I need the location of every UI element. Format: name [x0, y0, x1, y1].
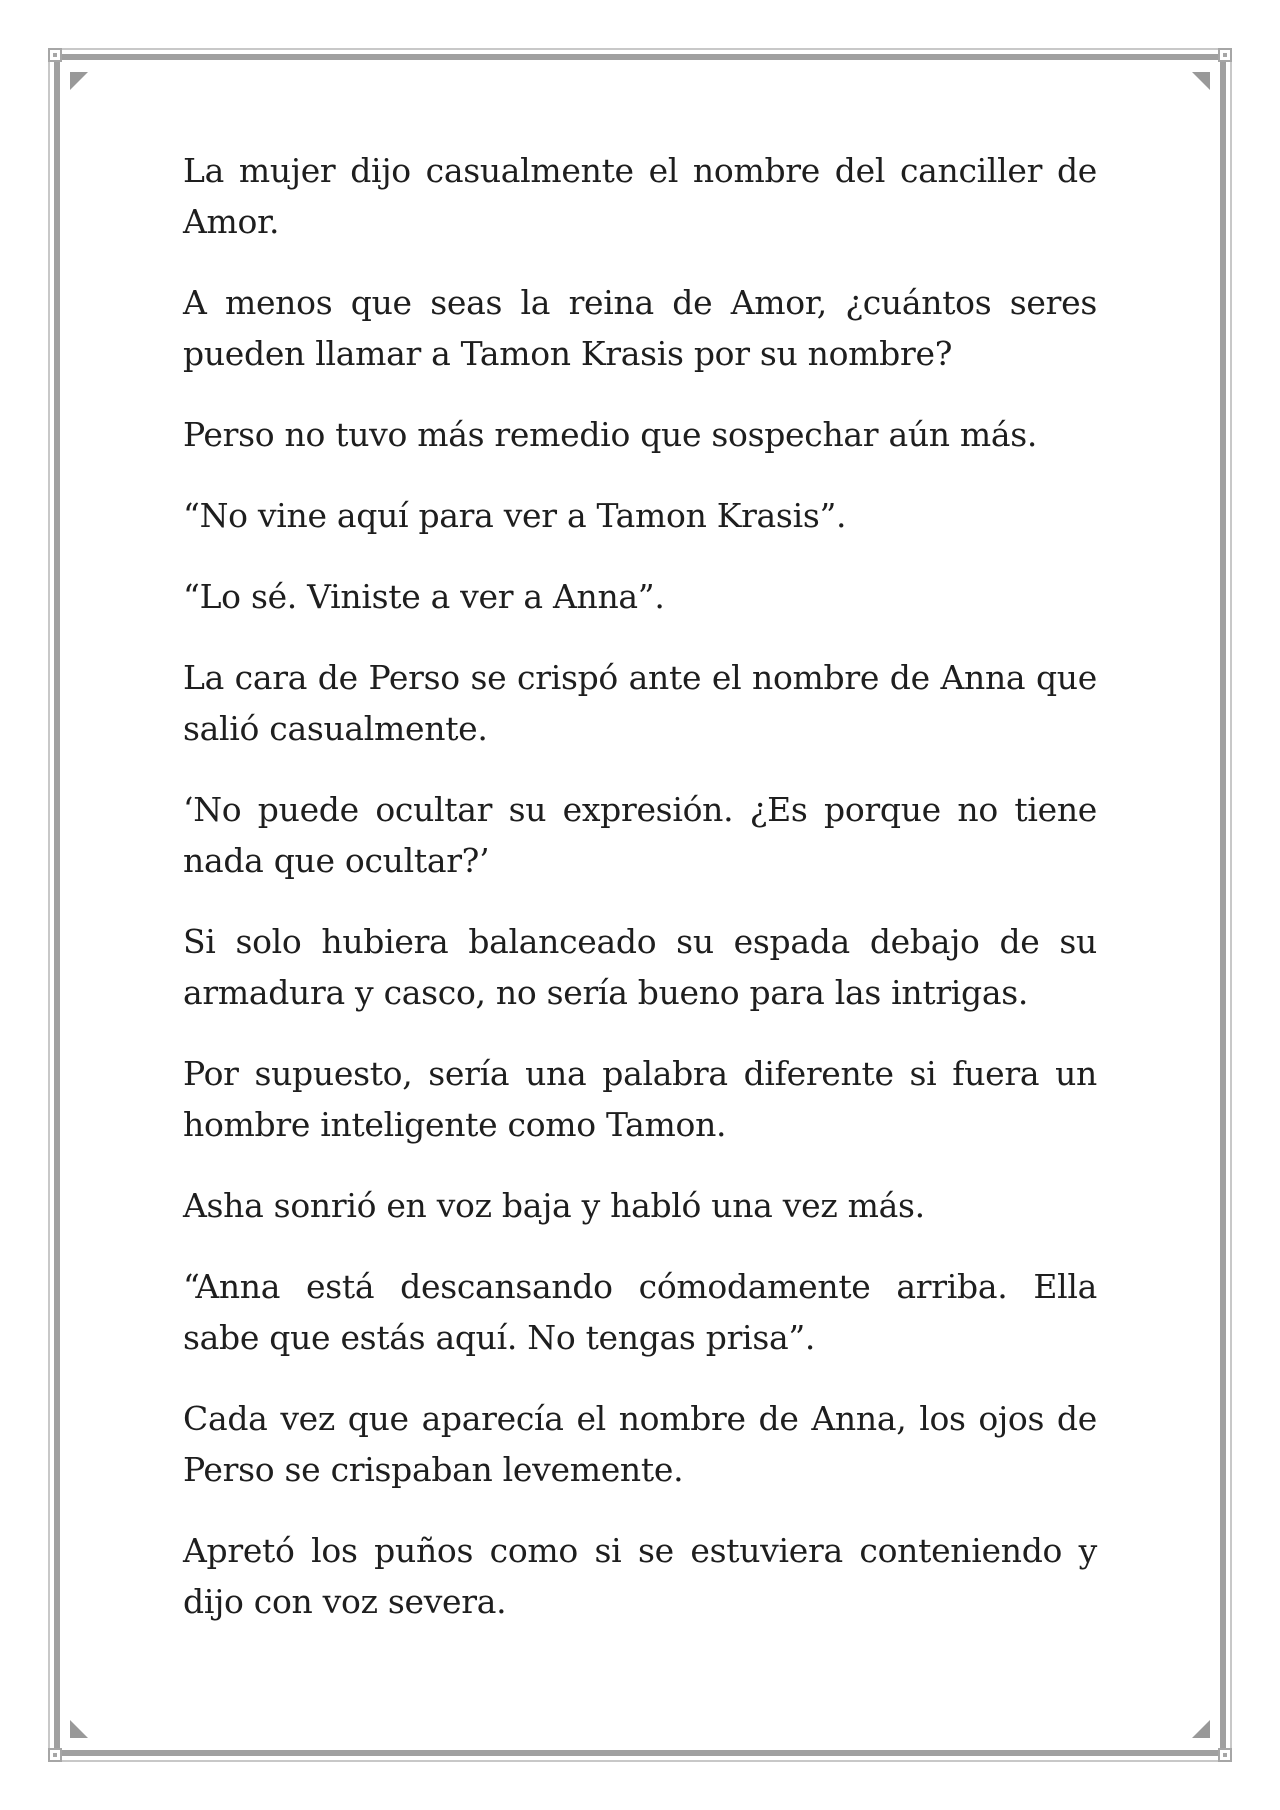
corner-triangle-top-left	[70, 72, 88, 90]
story-text	[183, 145, 1097, 1657]
paragraph: Si solo hubiera balanceado su espada debajo de su armadura y casco, no sería bueno para las intrigas.	[183, 922, 1097, 1012]
corner-triangle-bottom-left	[70, 1720, 88, 1738]
corner-ornament-top-left	[48, 48, 62, 62]
paragraph: “Lo sé. Viniste a ver a Anna”.	[183, 577, 665, 616]
paragraph: Cada vez que aparecía el nombre de Anna, los ojos de Perso se crispaban levemente.	[183, 1399, 1097, 1489]
paragraph: “Anna está descansando cómodamente arriba. Ella sabe que estás aquí. No tengas prisa”.	[183, 1267, 1097, 1357]
corner-ornament-bottom-left	[48, 1748, 62, 1762]
corner-triangle-bottom-right	[1192, 1720, 1210, 1738]
paragraph: Por supuesto, sería una palabra diferente si fuera un hombre inteligente como Tamon.	[183, 1054, 1097, 1144]
paragraph: La mujer dijo casualmente el nombre del canciller de Amor.	[183, 151, 1097, 241]
corner-triangle-top-right	[1192, 72, 1210, 90]
paragraph: ‘No puede ocultar su expresión. ¿Es porque no tiene nada que ocultar?’	[183, 790, 1097, 880]
paragraph: A menos que seas la reina de Amor, ¿cuántos seres pueden llamar a Tamon Krasis por su nombre?	[183, 283, 1097, 373]
corner-ornament-top-right	[1218, 48, 1232, 62]
paragraph: La cara de Perso se crispó ante el nombre de Anna que salió casualmente.	[183, 658, 1097, 748]
corner-ornament-bottom-right	[1218, 1748, 1232, 1762]
paragraph: Apretó los puños como si se estuviera conteniendo y dijo con voz severa.	[183, 1531, 1097, 1621]
paragraph: Asha sonrió en voz baja y habló una vez más.	[183, 1186, 925, 1225]
paragraph: Perso no tuvo más remedio que sospechar aún más.	[183, 415, 1038, 454]
paragraph: “No vine aquí para ver a Tamon Krasis”.	[183, 496, 847, 535]
